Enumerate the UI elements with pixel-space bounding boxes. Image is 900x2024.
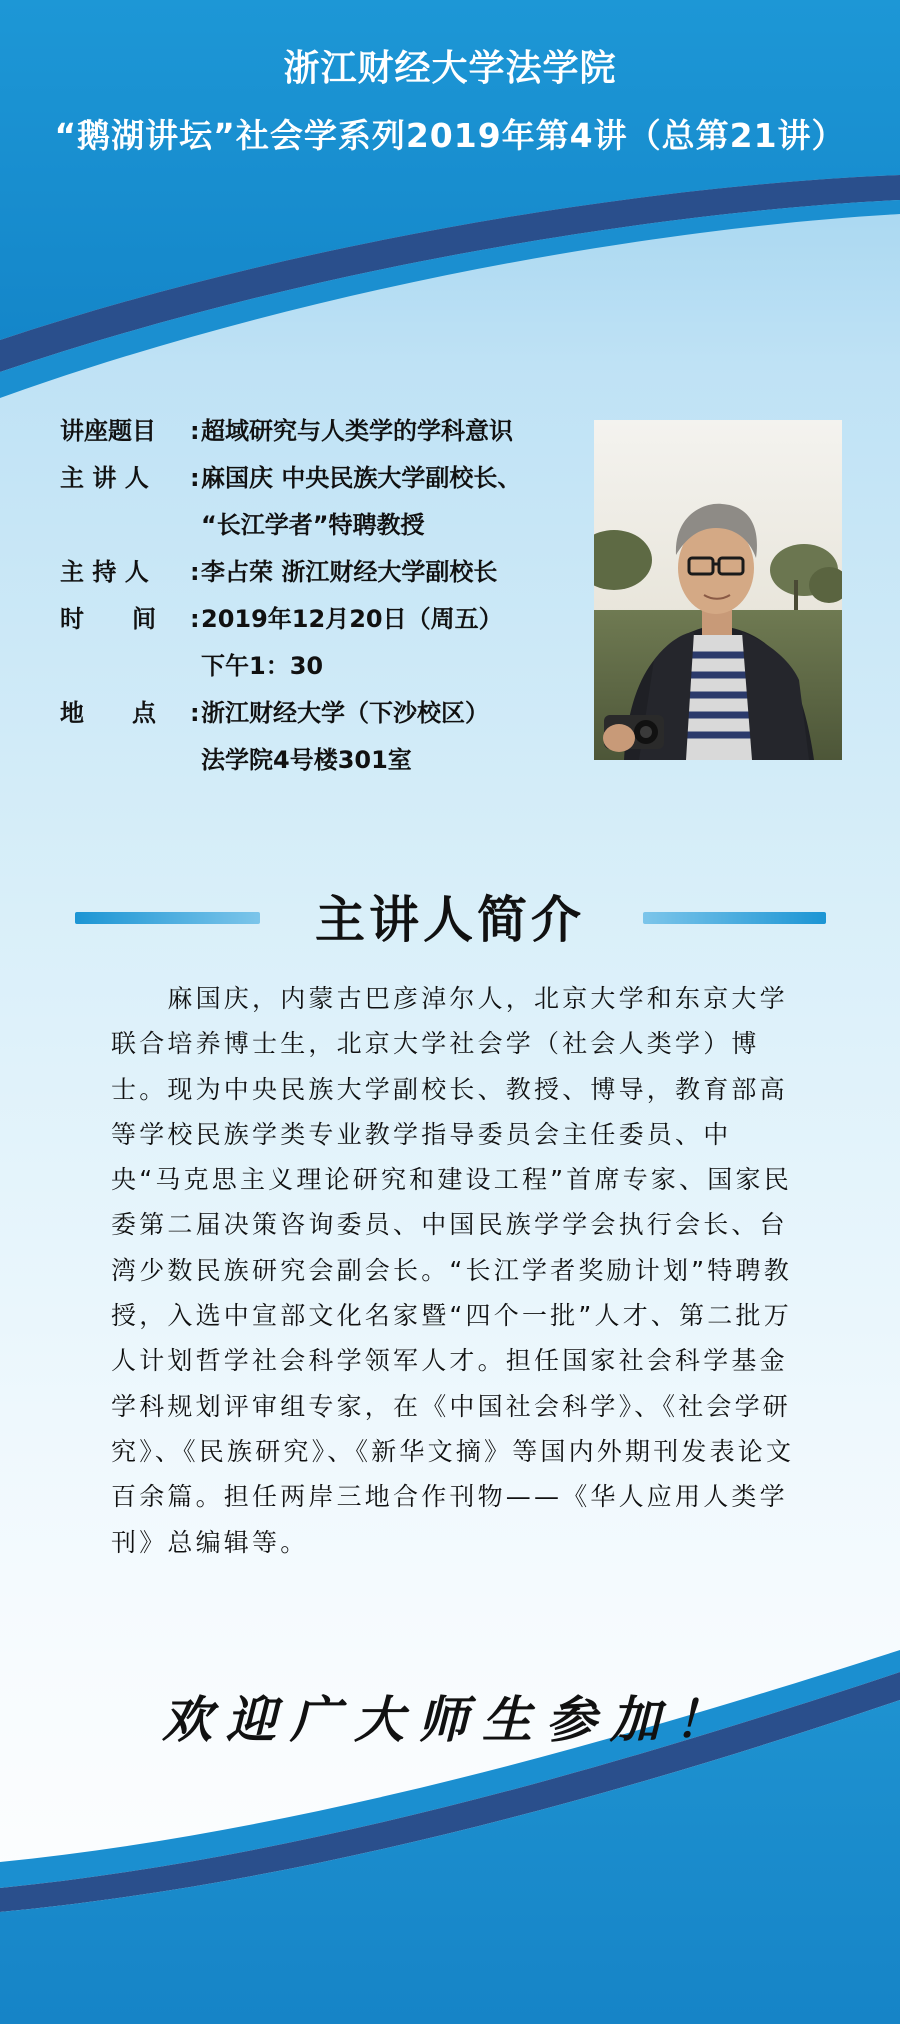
info-row-location-detail [60, 737, 580, 784]
info-value: “长江学者”特聘教授 [201, 511, 425, 539]
info-row-speaker-title [60, 502, 580, 549]
info-value: 2019年12月20日（周五） [201, 605, 503, 633]
info-label: 主 持 人 [60, 558, 149, 586]
info-colon: : [190, 417, 200, 445]
info-label: 讲座题目 [60, 417, 156, 445]
info-value: 法学院4号楼301室 [201, 746, 412, 774]
header-title-line2: “鹅湖讲坛”社会学系列2019年第4讲（总第21讲） [54, 116, 846, 155]
info-label: 地 点 [60, 699, 156, 727]
info-row-time-detail [60, 643, 580, 690]
section-title: 主讲人简介 [315, 891, 585, 949]
info-value: 浙江财经大学（下沙校区） [201, 699, 489, 727]
info-row-time [60, 596, 580, 643]
info-row-host [60, 549, 580, 596]
info-value: 麻国庆 中央民族大学副校长、 [201, 464, 522, 492]
info-row-topic [60, 408, 580, 455]
welcome-text: 欢迎广大师生参加！ [162, 1690, 738, 1749]
info-row-speaker [60, 455, 580, 502]
bio-paragraph: 麻国庆，内蒙古巴彦淖尔人，北京大学和东京大学联合培养博士生，北京大学社会学（社会人类学）博士。现为中央民族大学副校长、教授、博导，教育部高等学校民族学类专业教学指导委员会主任委员、中央“马克思主义理论研究和建设工程”首席专家、国家民委第二届决策咨询委员、中国民族学学会执行会长、台湾少数民族研究会副会长。“长江学者奖励计划”特聘教授，入选中宣部文化名家暨“四个一批”人才、第二批万人计划哲学社会科学领军人才。担任国家社会科学基金学科规划评审组专家，在《中国社会科学》、《社会学研究》、《民族研究》、《新华文摘》等国内外期刊发表论文百余篇。担任两岸三地合作刊物——《华人应用人类学刊》总编辑等。 [111, 984, 795, 1557]
info-colon: : [190, 558, 200, 586]
info-colon: : [190, 699, 200, 727]
info-colon: : [190, 605, 200, 633]
info-value: 李占荣 浙江财经大学副校长 [201, 558, 498, 586]
info-value: 超域研究与人类学的学科意识 [201, 417, 513, 445]
info-colon: : [190, 464, 200, 492]
info-label: 主 讲 人 [60, 464, 149, 492]
speaker-photo [594, 420, 842, 760]
info-value: 下午1：30 [201, 652, 324, 680]
section-bar-right [643, 912, 826, 924]
lecture-info [60, 408, 580, 784]
info-label: 时 间 [60, 605, 156, 633]
header-title-line1: 浙江财经大学法学院 [283, 48, 617, 89]
info-row-location [60, 690, 580, 737]
speaker-bio [111, 976, 801, 1565]
